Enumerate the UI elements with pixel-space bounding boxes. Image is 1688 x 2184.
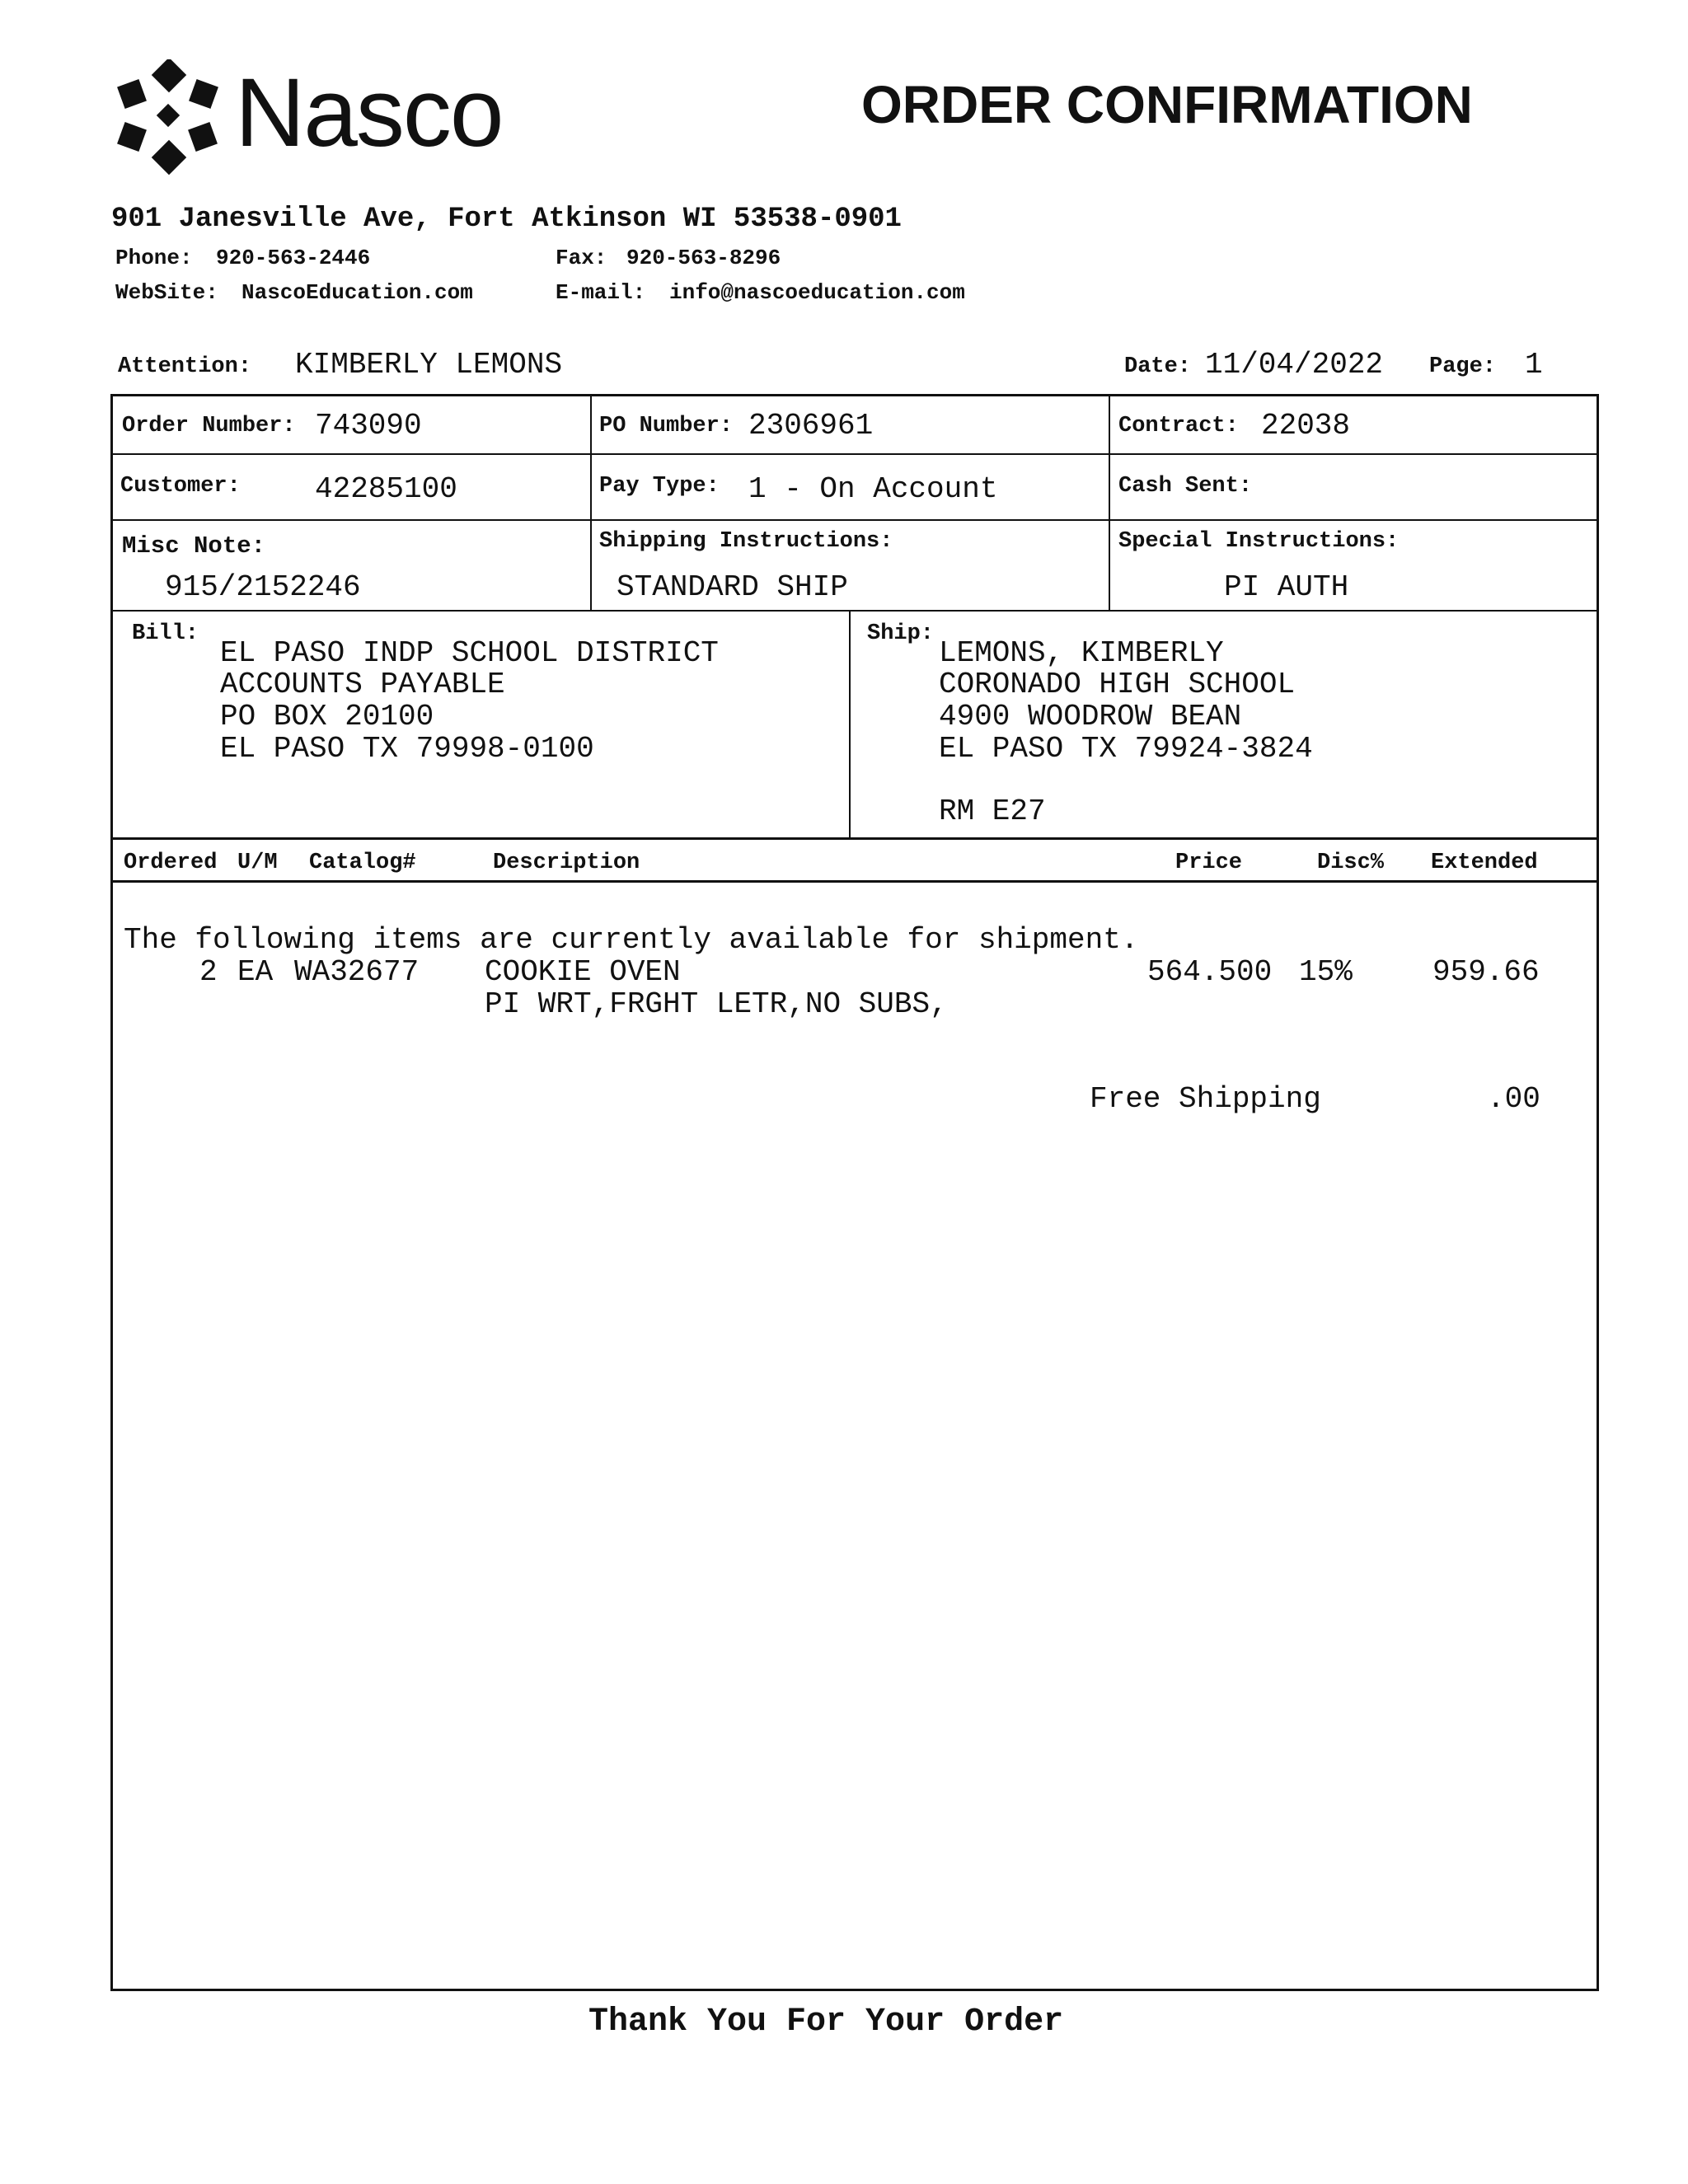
ship-line-2: CORONADO HIGH SCHOOL [939,668,1296,701]
row-divider-1 [110,453,1599,455]
col-description: Description [493,851,640,875]
company-address: 901 Janesville Ave, Fort Atkinson WI 53538-0901 [111,204,902,235]
website-label: WebSite: [115,280,218,305]
shipping-label: Free Shipping [1090,1082,1321,1116]
item-description: COOKIE OVEN [485,955,681,989]
row-divider-2 [110,519,1599,521]
col-extended: Extended [1431,851,1538,875]
website-value[interactable]: NascoEducation.com [241,280,473,305]
page-label: Page: [1429,354,1497,379]
po-number-label: PO Number: [599,414,734,438]
col-disc: Disc% [1317,851,1385,875]
ship-line-3: 4900 WOODROW BEAN [939,700,1242,733]
item-extended: 959.66 [1432,955,1540,989]
shipping-instructions-value: STANDARD SHIP [617,570,848,604]
date-label: Date: [1124,354,1192,379]
page-value: 1 [1525,348,1543,382]
item-um: EA [237,955,274,989]
row-divider-4 [110,837,1599,840]
email-label: E-mail: [556,280,646,305]
row-divider-5 [110,880,1599,883]
date-value: 11/04/2022 [1205,348,1384,382]
item-description-note: PI WRT,FRGHT LETR,NO SUBS, [485,987,948,1021]
fax-label: Fax: [556,246,607,270]
special-instructions-label: Special Instructions: [1118,529,1400,554]
nasco-logo-mark-icon [115,59,221,176]
availability-note: The following items are currently available for shipment. [124,923,1139,957]
item-catalog: WA32677 [294,955,420,989]
bill-label: Bill: [132,621,199,646]
attention-value: KIMBERLY LEMONS [295,348,563,382]
frame-right [1597,394,1599,1991]
bill-line-3: PO BOX 20100 [220,700,434,733]
bill-line-2: ACCOUNTS PAYABLE [220,668,505,701]
col-divider-bill-ship [849,610,851,839]
bill-line-4: EL PASO TX 79998-0100 [220,732,594,766]
customer-label: Customer: [120,474,241,499]
frame-top [110,394,1599,396]
contract-label: Contract: [1118,414,1239,438]
ship-room: RM E27 [939,794,1046,828]
thank-you-footer: Thank You For Your Order [588,2004,1064,2041]
special-instructions-value: PI AUTH [1224,570,1349,604]
order-number-value: 743090 [315,409,422,443]
col-divider-1 [590,394,592,612]
phone-label: Phone: [115,246,193,270]
col-price: Price [1175,851,1243,875]
ship-line-4: EL PASO TX 79924-3824 [939,732,1313,766]
misc-note-value: 915/2152246 [165,570,361,604]
bill-line-1: EL PASO INDP SCHOOL DISTRICT [220,636,719,670]
logo-wordmark: Nasco [235,59,503,167]
frame-bottom [110,1989,1599,1991]
row-divider-3 [110,610,1599,612]
email-value[interactable]: info@nascoeducation.com [669,280,965,305]
item-price: 564.500 [1147,955,1273,989]
pay-type-label: Pay Type: [599,474,720,499]
phone-value: 920-563-2446 [216,246,371,270]
contract-value: 22038 [1261,409,1351,443]
col-um: U/M [237,851,278,875]
customer-value: 42285100 [315,472,457,506]
po-number-value: 2306961 [748,409,874,443]
ship-label: Ship: [867,621,935,646]
attention-label: Attention: [118,354,252,379]
shipping-amount: .00 [1487,1082,1540,1116]
ship-line-1: LEMONS, KIMBERLY [939,636,1224,670]
col-ordered: Ordered [124,851,218,875]
shipping-instructions-label: Shipping Instructions: [599,529,893,554]
order-number-label: Order Number: [122,414,296,438]
cash-sent-label: Cash Sent: [1118,474,1253,499]
item-ordered: 2 [199,955,218,989]
col-divider-2 [1109,394,1110,612]
misc-note-label: Misc Note: [122,532,266,560]
pay-type-value: 1 - On Account [748,472,998,506]
document-title: ORDER CONFIRMATION [861,75,1473,134]
fax-value: 920-563-8296 [626,246,781,270]
col-catalog: Catalog# [309,851,416,875]
frame-left [110,394,113,1991]
item-disc: 15% [1299,955,1353,989]
